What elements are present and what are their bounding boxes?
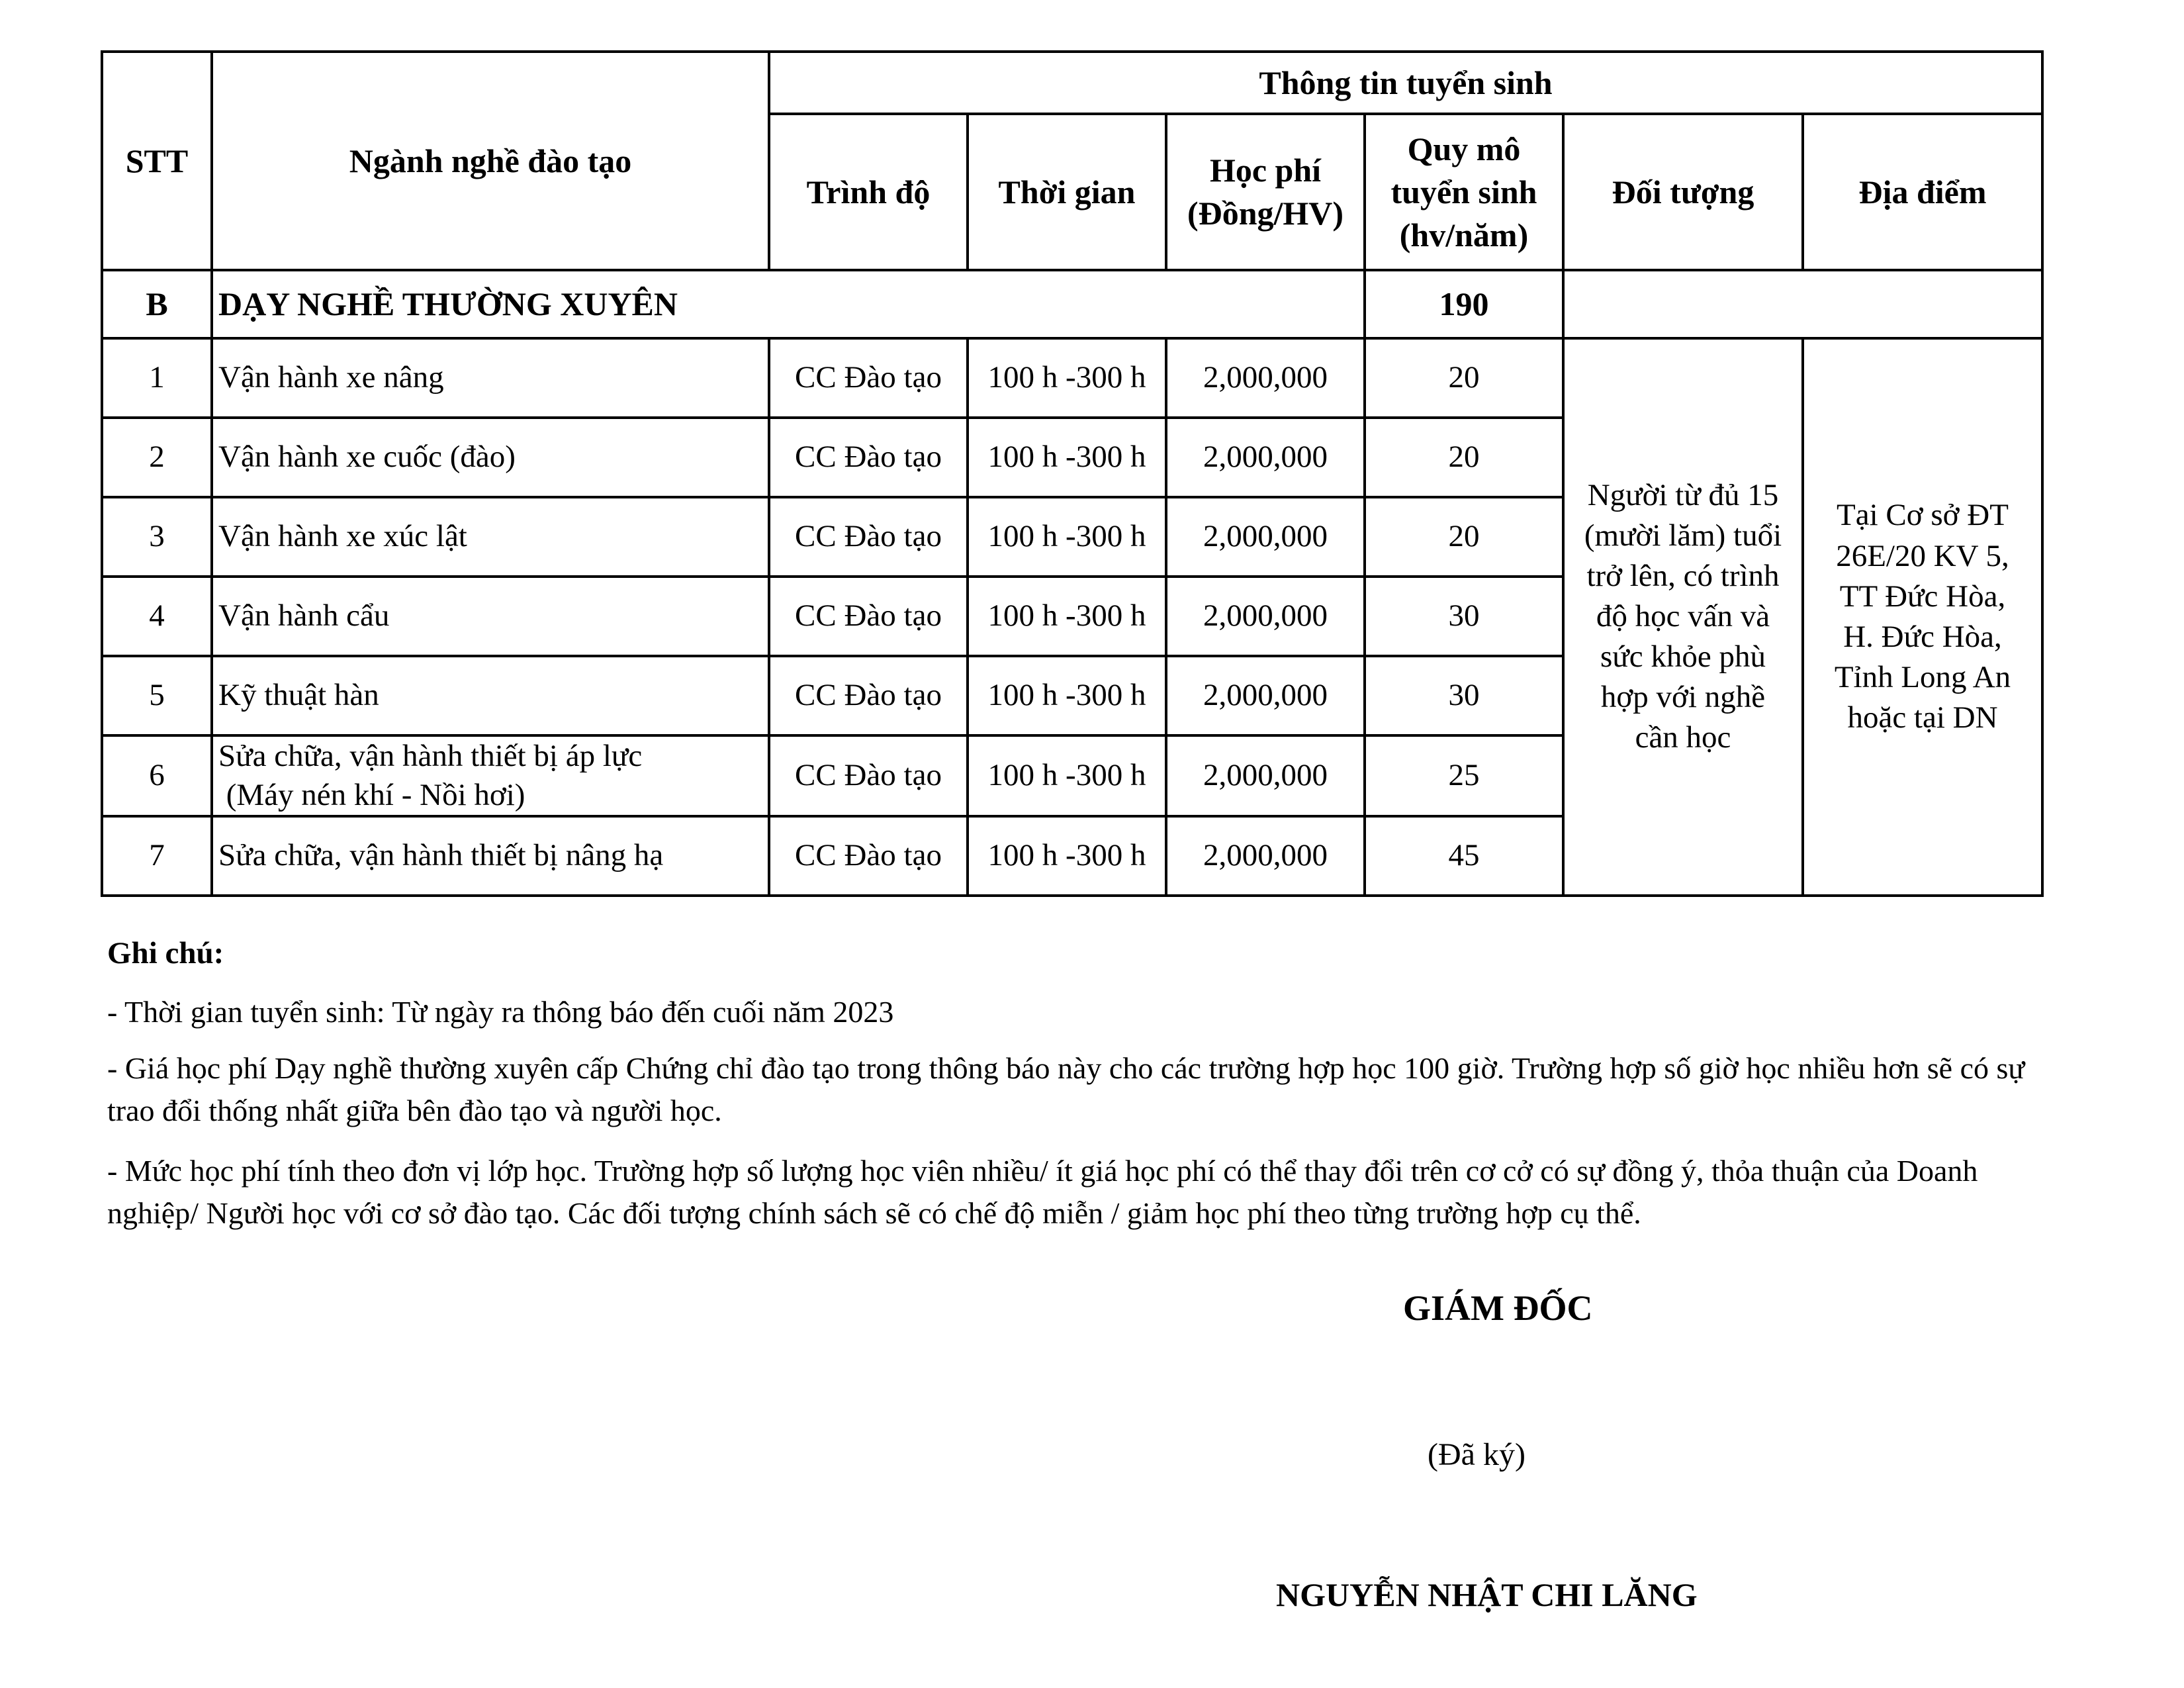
header-nganh: Ngành nghề đào tạo [212,52,769,270]
row-fee: 2,000,000 [1166,497,1365,577]
row-quota: 20 [1365,497,1563,577]
row-level: CC Đào tạo [769,816,968,896]
header-stt: STT [102,52,212,270]
row-level: CC Đào tạo [769,338,968,418]
row-name: Vận hành xe xúc lật [212,497,769,577]
header-row-1 [102,52,2042,114]
header-hoc-phi: Học phí (Đồng/HV) [1166,114,1365,270]
row-name: Sửa chữa, vận hành thiết bị nâng hạ [212,816,769,896]
row-stt: 5 [102,656,212,735]
row-quota: 20 [1365,338,1563,418]
row-time: 100 h -300 h [968,735,1166,816]
table-row [102,338,2042,418]
section-code: B [102,270,212,338]
row-time: 100 h -300 h [968,497,1166,577]
row-quota: 45 [1365,816,1563,896]
row-name: Vận hành xe cuốc (đào) [212,418,769,497]
notes-title: Ghi chú: [107,936,224,970]
header-quy-mo: Quy mô tuyển sinh (hv/năm) [1365,114,1563,270]
section-total: 190 [1365,270,1563,338]
header-trinh-do: Trình độ [769,114,968,270]
note-item: - Giá học phí Dạy nghề thường xuyên cấp Chứng chỉ đào tạo trong thông báo này cho các trường hợp học 100 giờ. Trường hợp số giờ học nhiều hơn sẽ có sự trao đổi thống nhất giữa bên đào tạo và người học. [107,1051,2025,1127]
row-quota: 30 [1365,656,1563,735]
row-quota: 20 [1365,418,1563,497]
row-fee: 2,000,000 [1166,735,1365,816]
row-name: Sửa chữa, vận hành thiết bị áp lực (Máy nén khí - Nồi hơi) [212,735,769,816]
row-fee: 2,000,000 [1166,418,1365,497]
header-thong-tin: Thông tin tuyển sinh [769,52,2042,114]
row-stt: 2 [102,418,212,497]
header-doi-tuong: Đối tượng [1563,114,1803,270]
row-quota: 30 [1365,577,1563,656]
row-fee: 2,000,000 [1166,656,1365,735]
dia-diem-cell: Tại Cơ sở ĐT 26E/20 KV 5, TT Đức Hòa, H. Đức Hòa, Tỉnh Long An hoặc tại DN [1803,338,2042,896]
row-fee: 2,000,000 [1166,816,1365,896]
section-name: DẠY NGHỀ THƯỜNG XUYÊN [212,270,1365,338]
enrollment-table [101,50,2044,897]
row-fee: 2,000,000 [1166,577,1365,656]
row-time: 100 h -300 h [968,577,1166,656]
signature-name: NGUYỄN NHẬT CHI LĂNG [1276,1576,1698,1613]
row-stt: 4 [102,577,212,656]
row-stt: 1 [102,338,212,418]
section-row [102,270,2042,338]
row-level: CC Đào tạo [769,656,968,735]
signature-note: (Đã ký) [1428,1437,1525,1472]
row-time: 100 h -300 h [968,338,1166,418]
section-empty [1563,270,2042,338]
note-item: - Thời gian tuyển sinh: Từ ngày ra thông báo đến cuối năm 2023 [107,994,894,1029]
row-time: 100 h -300 h [968,656,1166,735]
row-level: CC Đào tạo [769,577,968,656]
note-item: - Mức học phí tính theo đơn vị lớp học. Trường hợp số lượng học viên nhiều/ ít giá học phí có thể thay đổi trên cơ cở có sự đồng ý, thỏa thuận của Doanh nghiệp/ Người học với cơ sở đào tạo. Các đối tượng chính sách sẽ có chế độ miễn / giảm học phí theo từng trường hợp cụ thể. [107,1154,1978,1230]
row-quota: 25 [1365,735,1563,816]
row-name: Kỹ thuật hàn [212,656,769,735]
doi-tuong-cell: Người từ đủ 15 (mười lăm) tuổi trở lên, có trình độ học vấn và sức khỏe phù hợp với nghề cần học [1563,338,1803,896]
row-time: 100 h -300 h [968,418,1166,497]
row-stt: 7 [102,816,212,896]
header-dia-diem: Địa điểm [1803,114,2042,270]
header-thoi-gian: Thời gian [968,114,1166,270]
row-fee: 2,000,000 [1166,338,1365,418]
row-name: Vận hành xe nâng [212,338,769,418]
signature-title: GIÁM ĐỐC [1403,1288,1593,1328]
row-stt: 6 [102,735,212,816]
row-level: CC Đào tạo [769,497,968,577]
notes-section [107,932,2040,1248]
row-name: Vận hành cẩu [212,577,769,656]
row-time: 100 h -300 h [968,816,1166,896]
row-stt: 3 [102,497,212,577]
row-level: CC Đào tạo [769,735,968,816]
row-level: CC Đào tạo [769,418,968,497]
